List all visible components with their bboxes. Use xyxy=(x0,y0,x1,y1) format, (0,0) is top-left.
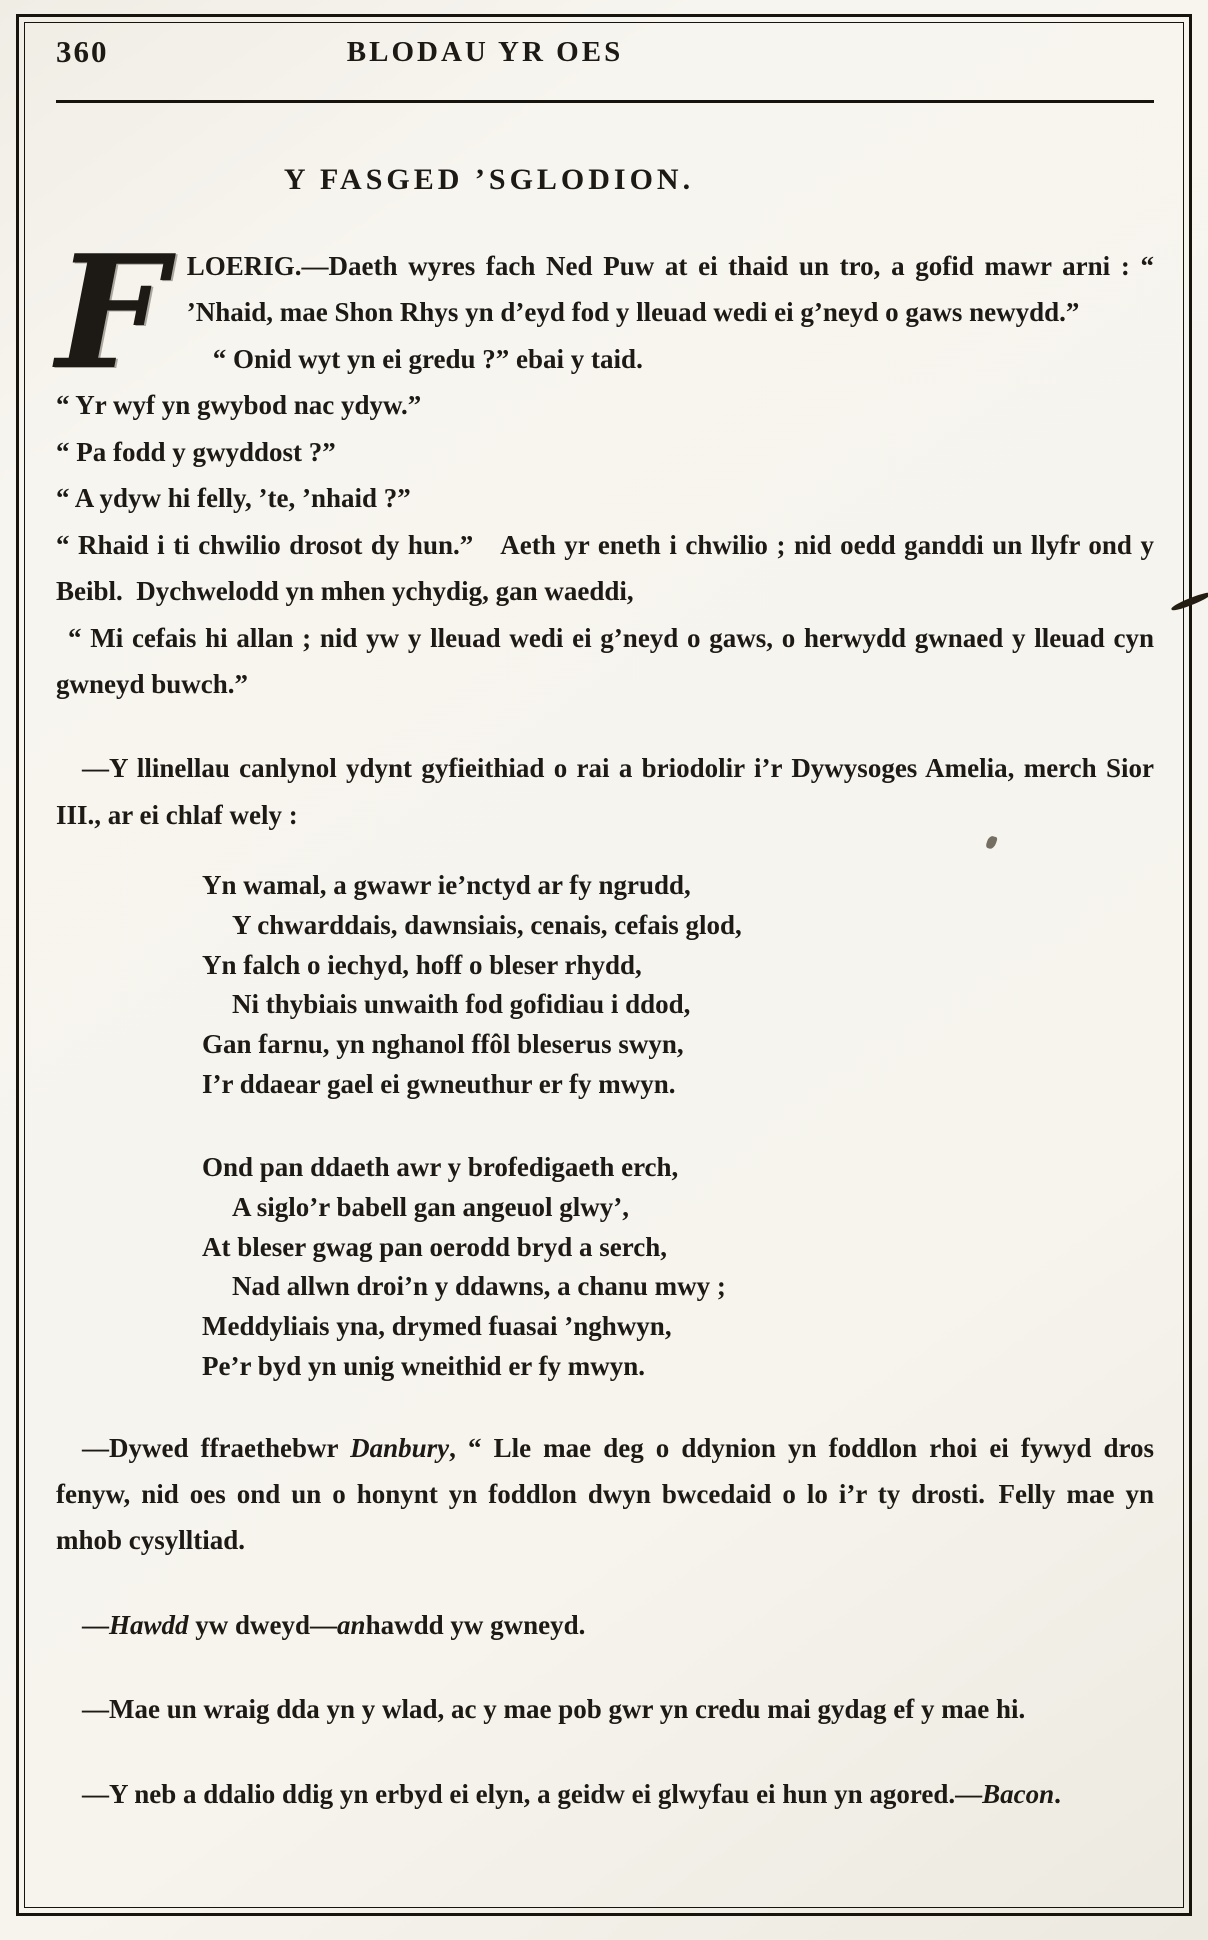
amelia-intro: —Y llinellau canlynol ydynt gyfieithiad o rai a briodolir i’r Dywysoges Amelia, merch Sior III., ar ei chlaf wely : xyxy=(56,753,1154,830)
aphorism-bacon xyxy=(56,1771,1154,1817)
hawdd-mid: yw dweyd— xyxy=(188,1609,338,1640)
dialogue-line: “ Onid wyt yn ei gredu ?” ebai y taid. xyxy=(212,343,643,374)
poem-line: Nad allwn droi’n y ddawns, a chanu mwy ; xyxy=(232,1271,726,1302)
danbury-paragraph xyxy=(56,1425,1154,1564)
dialogue-line: “ Mi cefais hi allan ; nid yw y lleuad wedi ei g’neyd o gaws, o herwydd gwnaed y lleuad cyn gwneyd buwch.” xyxy=(56,622,1154,699)
page-header xyxy=(56,34,1154,80)
running-title: BLODAU YR OES xyxy=(346,36,624,68)
dialogue-line: “ Yr wyf yn gwybod nac ydyw.” xyxy=(56,390,422,421)
poem-line: Yn falch o iechyd, hoff o bleser rhydd, xyxy=(202,949,642,980)
poem-stanza-2 xyxy=(202,1148,1154,1386)
poem-line: Gan farnu, yn nghanol ffôl bleserus swyn, xyxy=(202,1029,684,1059)
poem xyxy=(202,866,1154,1386)
poem-line: A siglo’r babell gan angeuol glwy’, xyxy=(232,1192,630,1223)
hawdd-end: hawdd yw gwneyd. xyxy=(365,1609,586,1640)
bacon-author: Bacon xyxy=(982,1778,1055,1809)
hawdd-italic1: Hawdd xyxy=(109,1609,189,1640)
poem-line: Ni thybiais unwaith fod gofidiau i ddod, xyxy=(232,989,691,1020)
poem-line: Yn wamal, a gwawr ie’nctyd ar fy ngrudd, xyxy=(202,870,691,901)
danbury-post: , “ Lle mae deg o ddynion yn foddlon rhoi ei fywyd dros fenyw, nid oes ond un o honynt yn foddlon dwyn bwcedaid o lo i’r ty drosti. Felly mae yn mhob cysylltiad. xyxy=(56,1432,1155,1556)
poem-line: Meddyliais yna, drymed fuasai ’nghwyn, xyxy=(202,1311,672,1342)
dialogue-line: “ A ydyw hi felly, ’te, ’nhaid ?” xyxy=(56,483,411,514)
danbury-name: Danbury xyxy=(350,1432,450,1463)
dialogue-line: “ Pa fodd y gwyddost ?” xyxy=(56,436,336,467)
poem-line: At bleser gwag pan oerodd bryd a serch, xyxy=(202,1231,668,1262)
dialogue-line: “ Rhaid i ti chwilio drosot dy hun.” Aeth yr eneth i chwilio ; nid oedd ganddi un llyfr ond y Beibl. Dychwelodd yn mhen ychydig, gan waeddi, xyxy=(56,529,1154,607)
poem-stanza-1 xyxy=(202,866,1154,1104)
dropcap-initial: F xyxy=(56,221,167,404)
poem-line: I’r ddaear gael ei gwneuthur er fy mwyn. xyxy=(202,1068,676,1099)
poem-line: Y chwarddais, dawnsiais, cenais, cefais glod, xyxy=(232,909,742,940)
page-number: 360 xyxy=(56,34,109,69)
bacon-period: . xyxy=(1054,1778,1061,1809)
poem-line: Ond pan ddaeth awr y brofedigaeth erch, xyxy=(202,1152,679,1183)
section-title: Y FASGED ’SGLODION. xyxy=(283,163,695,196)
hawdd-dash: — xyxy=(82,1609,109,1640)
body-text xyxy=(56,221,1155,1817)
danbury-pre: —Dywed ffraethebwr xyxy=(82,1432,351,1463)
bacon-text: —Y neb a ddalio ddig yn erbyd ei elyn, a geidw ei glwyfau ei hun yn agored.— xyxy=(82,1778,983,1809)
anecdote-opening-text: LOERIG.—Daeth wyres fach Ned Puw at ei thaid un tro, a gofid mawr arni : “ ’Nhaid, mae Shon Rhys yn d’eyd fod y lleuad wedi ei g’neyd o gaws newydd.” xyxy=(186,251,1154,328)
aphorism-wraig: —Mae un wraig dda yn y wlad, ac y mae pob gwr yn credu mai gydag ef y mae hi. xyxy=(82,1694,1026,1725)
aphorism-hawdd xyxy=(56,1602,1154,1648)
header-rule xyxy=(56,100,1154,103)
hawdd-italic2: an xyxy=(337,1609,366,1640)
poem-line: Pe’r byd yn unig wneithid er fy mwyn. xyxy=(202,1350,646,1381)
